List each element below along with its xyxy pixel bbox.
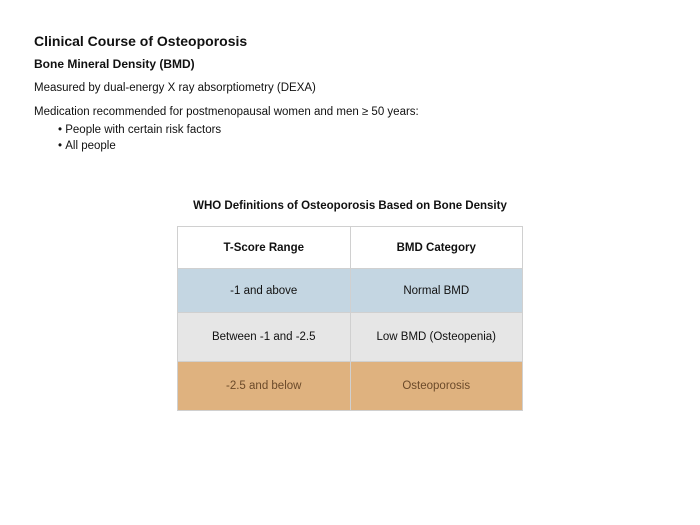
section-heading: Bone Mineral Density (BMD) bbox=[34, 57, 195, 71]
table-row bbox=[178, 362, 523, 411]
list-item: • People with certain risk factors bbox=[58, 122, 221, 138]
who-definitions-table bbox=[177, 226, 523, 411]
table-cell-category: Osteoporosis bbox=[350, 362, 523, 411]
column-header-t-score: T-Score Range bbox=[178, 227, 351, 269]
table-cell-category: Normal BMD bbox=[350, 269, 523, 313]
table-header-row bbox=[178, 227, 523, 269]
table-cell-category: Low BMD (Osteopenia) bbox=[350, 313, 523, 362]
medication-paragraph: Medication recommended for postmenopausal women and men ≥ 50 years: bbox=[34, 106, 419, 118]
table-row bbox=[178, 313, 523, 362]
table-row bbox=[178, 269, 523, 313]
table-caption: WHO Definitions of Osteoporosis Based on Bone Density bbox=[193, 200, 507, 212]
list-item: • All people bbox=[58, 138, 221, 154]
page-title: Clinical Course of Osteoporosis bbox=[34, 33, 248, 49]
bullet-list bbox=[58, 122, 221, 154]
table-cell-t-score: -1 and above bbox=[178, 269, 351, 313]
column-header-bmd-category: BMD Category bbox=[350, 227, 523, 269]
table-cell-t-score: Between -1 and -2.5 bbox=[178, 313, 351, 362]
dexa-paragraph: Measured by dual-energy X ray absorptiometry (DEXA) bbox=[34, 82, 316, 94]
table-cell-t-score: -2.5 and below bbox=[178, 362, 351, 411]
